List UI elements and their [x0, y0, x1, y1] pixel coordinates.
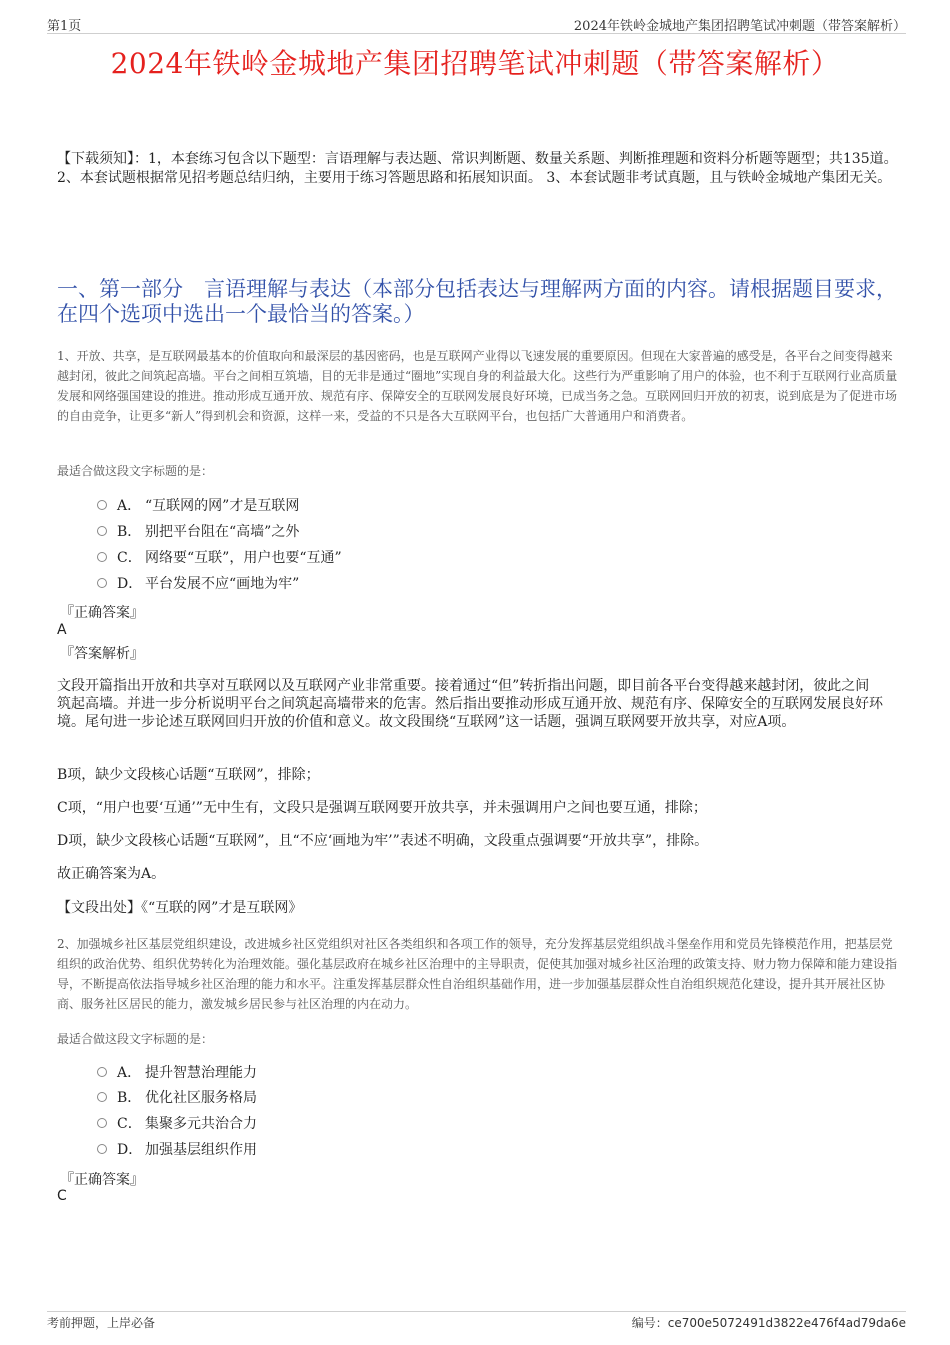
- option-text: 加强基层组织作用: [145, 1142, 257, 1158]
- option-text: 优化社区服务格局: [145, 1090, 257, 1106]
- header-page-number: 第1页: [47, 19, 82, 34]
- download-notice: 【下载须知】：1，本套练习包含以下题型：言语理解与表达题、常识判断题、数量关系题、判断推理题和资料分析题等题型；共135道。 2、本套试题根据常见招考题总结归纳，主要用于练习答题思路和拓展知识面。 3、本套试题非考试真题，且与铁岭金城地产集团无关。: [57, 151, 898, 186]
- header-divider: [47, 33, 906, 34]
- footer-code-label: 编号：: [631, 1316, 668, 1330]
- question-2-answer-label: 『正确答案』: [60, 1172, 144, 1188]
- question-1-prompt: 最适合做这段文字标题的是：: [57, 464, 214, 478]
- option-letter: B．: [117, 524, 142, 540]
- question-1-option-c[interactable]: [97, 548, 342, 568]
- question-1-option-a[interactable]: [97, 496, 299, 516]
- question-1-analysis-conclusion: 故正确答案为A。: [57, 866, 166, 882]
- option-text: 别把平台阻在“高墙”之外: [145, 524, 300, 540]
- radio-icon[interactable]: [97, 578, 107, 588]
- radio-icon[interactable]: [97, 1067, 107, 1077]
- option-text: 提升智慧治理能力: [145, 1065, 257, 1081]
- question-1-option-d[interactable]: [97, 574, 299, 594]
- option-letter: D．: [117, 1142, 143, 1158]
- question-2-option-c[interactable]: [97, 1114, 257, 1134]
- question-2-prompt: 最适合做这段文字标题的是：: [57, 1032, 214, 1046]
- option-text: 集聚多元共治合力: [145, 1116, 257, 1132]
- question-2-option-d[interactable]: [97, 1140, 257, 1160]
- page-title: 2024年铁岭金城地产集团招聘笔试冲刺题（带答案解析）: [110, 47, 840, 80]
- option-text: “互联网的网”才是互联网: [145, 498, 300, 514]
- option-text: 平台发展不应“画地为牢”: [145, 576, 300, 592]
- header-document-title: 2024年铁岭金城地产集团招聘笔试冲刺题（带答案解析）: [573, 19, 906, 34]
- question-2-option-a[interactable]: [97, 1063, 257, 1083]
- radio-icon[interactable]: [97, 500, 107, 510]
- section-heading: 一、第一部分 言语理解与表达（本部分包括表达与理解两方面的内容。请根据题目要求，在四个选项中选出一个最恰当的答案。）: [57, 277, 897, 326]
- option-letter: C．: [117, 550, 142, 566]
- question-1-analysis-b: B项，缺少文段核心话题“互联网”，排除；: [57, 767, 320, 783]
- radio-icon[interactable]: [97, 1118, 107, 1128]
- radio-icon[interactable]: [97, 526, 107, 536]
- question-2-text: 2、加强城乡社区基层党组织建设，改进城乡社区党组织对社区各类组织和各项工作的领导，充分发挥基层党组织战斗堡垒作用和党员先锋模范作用，把基层党组织的政治优势、组织优势转化为治理效能。强化基层政府在城乡社区治理中的主导职责，促使其加强对城乡社区治理的政策支持、财力物力保障和能力建设指导，不断提高依法指导城乡社区治理的能力和水平。注重发挥基层群众性自治组织基础作用，进一步加强基层群众性自治组织规范化建设，提升其开展社区协商、服务社区居民的能力，激发城乡居民参与社区治理的内在动力。: [57, 937, 898, 1011]
- question-1-answer: A: [57, 622, 67, 638]
- question-1-analysis-d: D项，缺少文段核心话题“互联网”，且“不应‘画地为牢’”表述不明确，文段重点强调要“开放共享”，排除。: [57, 833, 709, 849]
- option-letter: D．: [117, 576, 143, 592]
- radio-icon[interactable]: [97, 1092, 107, 1102]
- question-2-option-b[interactable]: [97, 1088, 257, 1108]
- footer-slogan: 考前押题，上岸必备: [47, 1316, 156, 1330]
- option-text: 网络要“互联”，用户也要“互通”: [145, 550, 342, 566]
- option-letter: A．: [117, 1065, 142, 1081]
- question-1-option-b[interactable]: [97, 522, 299, 542]
- question-1-answer-label: 『正确答案』: [60, 605, 144, 621]
- footer-code: [632, 1314, 906, 1331]
- question-1-analysis-label: 『答案解析』: [60, 646, 144, 662]
- footer-divider: [47, 1311, 906, 1312]
- question-1-text: 1、开放、共享，是互联网最基本的价值取向和最深层的基因密码，也是互联网产业得以飞速发展的重要原因。但现在大家普遍的感受是，各平台之间变得越来越封闭，彼此之间筑起高墙。平台之间相互筑墙，目的无非是通过“圈地”实现自身的利益最大化。这些行为严重影响了用户的体验，也不利于互联网行业高质量发展和网络强国建设的推进。推动形成互通开放、规范有序、保障安全的互联网发展良好环境，已成当务之急。互联网回归开放的初衷，说到底是为了促进市场的自由竞争，让更多“新人”得到机会和资源，这样一来，受益的不只是各大互联网平台，也包括广大普通用户和消费者。: [57, 349, 898, 423]
- question-1-source: 【文段出处】《“互联的网”才是互联网》: [57, 900, 303, 916]
- radio-icon[interactable]: [97, 1144, 107, 1154]
- radio-icon[interactable]: [97, 552, 107, 562]
- option-letter: A．: [117, 498, 142, 514]
- option-letter: B．: [117, 1090, 142, 1106]
- question-1-analysis-main: 文段开篇指出开放和共享对互联网以及互联网产业非常重要。接着通过“但”转折指出问题，即目前各平台变得越来越封闭，彼此之间筑起高墙。并进一步分析说明平台之间筑起高墙带来的危害。然后指出要推动形成互通开放、规范有序、保障安全的互联网发展良好环境。尾句进一步论述互联网回归开放的价值和意义。故文段围绕“互联网”这一话题，强调互联网要开放共享，对应A项。: [57, 678, 883, 730]
- option-letter: C．: [117, 1116, 142, 1132]
- question-2-answer: C: [57, 1188, 67, 1204]
- question-1-analysis-c: C项，“用户也要‘互通’”无中生有，文段只是强调互联网要开放共享，并未强调用户之间也要互通，排除；: [57, 800, 707, 816]
- footer-code-value: ce700e5072491d3822e476f4ad79da6e: [667, 1316, 906, 1330]
